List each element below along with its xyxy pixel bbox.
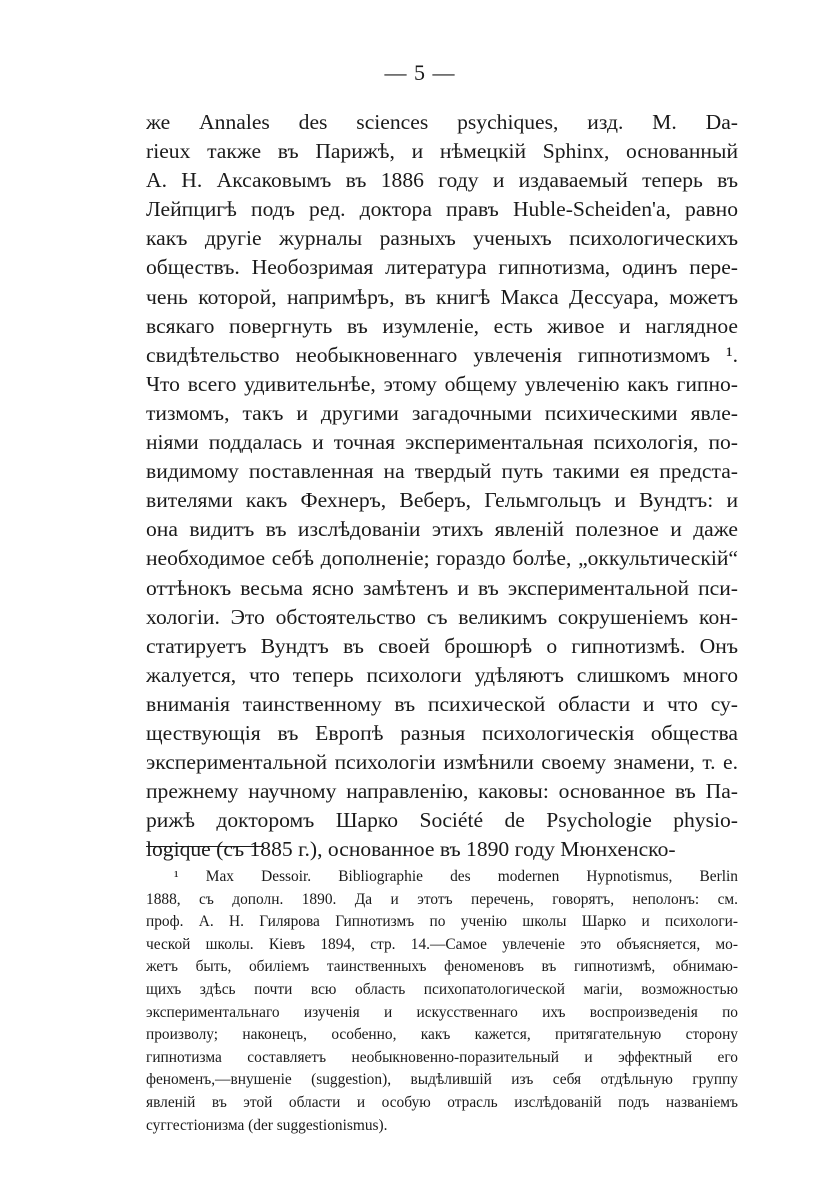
- footnote-line: щихъ здѣсь почти всю область психопатологической магіи, возможностью: [146, 980, 738, 998]
- body-text-line: ществующія въ Европѣ разныя психологическія общества: [146, 720, 738, 745]
- body-text-line: rieux также въ Парижѣ, и нѣмецкій Sphinx, основанный: [146, 139, 738, 164]
- body-text: [146, 108, 738, 864]
- body-text-line: видимому поставленная на твердый путь такими ея предста-: [146, 459, 738, 484]
- body-text-line: необходимое себѣ дополненіе; гораздо болѣе, „оккультическій“: [146, 546, 738, 571]
- body-text-line: вителями какъ Фехнеръ, Веберъ, Гельмгольцъ и Вундтъ: и: [146, 488, 738, 513]
- body-text-line: оттѣнокъ весьма ясно замѣтенъ и въ экспериментальной пси-: [146, 575, 738, 600]
- body-text-line: прежнему научному направленію, каковы: основанное въ Па-: [146, 779, 738, 804]
- body-text-line: экспериментальной психологіи измѣнили своему знамени, т. е.: [146, 750, 738, 775]
- footnote-line: жетъ быть, обиліемъ таинственныхъ феноменовъ въ гипнотизмѣ, обнимаю-: [146, 958, 738, 976]
- footnote: [146, 866, 738, 1137]
- footnote-line: экспериментальнаго изученія и искусственнаго ихъ воспроизведенія по: [146, 1003, 738, 1021]
- page-number: — 5 —: [384, 60, 456, 85]
- body-text-line: рижѣ докторомъ Шарко Société de Psychologie physio-: [146, 808, 738, 833]
- footnote-divider: [146, 846, 264, 847]
- body-text-line: Что всего удивительнѣе, этому общему увлеченію какъ гипно-: [146, 371, 738, 396]
- footnote-line: ческой школы. Кіевъ 1894, стр. 14.—Самое увлеченіе это объясняется, мо-: [146, 935, 738, 953]
- body-text-line: статируетъ Вундтъ въ своей брошюрѣ о гипнотизмѣ. Онъ: [146, 633, 738, 658]
- body-text-line: она видитъ въ изслѣдованіи этихъ явленій полезное и даже: [146, 517, 738, 542]
- footnote-line: 1888, съ дополн. 1890. Да и этотъ перечень, говорятъ, неполонъ: см.: [146, 890, 738, 908]
- body-text-line: всякаго повергнуть въ изумленіе, есть живое и наглядное: [146, 313, 738, 338]
- footnote-line: суггестіонизма (der suggestionismus).: [146, 1116, 388, 1134]
- footnote-line: явленій въ этой области и особую отрасль изслѣдованій подъ названіемъ: [146, 1093, 738, 1111]
- body-text-line: ніями поддалась и точная экспериментальная психологія, по-: [146, 430, 738, 455]
- footnote-line: проф. А. Н. Гилярова Гипнотизмъ по ученію школы Шарко и психологи-: [146, 913, 738, 931]
- body-text-line: вниманія таинственному въ психической области и что су-: [146, 691, 738, 716]
- body-text-line: жалуется, что теперь психологи удѣляютъ слишкомъ много: [146, 662, 738, 687]
- body-text-line: свидѣтельство необыкновеннаго увлеченія гипнотизмомъ ¹.: [146, 342, 738, 367]
- body-text-line: Лейпцигѣ подъ ред. доктора правъ Huble-Scheiden'a, равно: [146, 197, 738, 222]
- footnote-line: произволу; наконецъ, особенно, какъ кажется, притягательную сторону: [146, 1026, 738, 1044]
- body-text-line: чень которой, напримѣръ, въ книгѣ Макса Дессуара, можетъ: [146, 284, 738, 309]
- footnote-line: феноменъ,—внушеніе (suggestion), выдѣлившій изъ себя отдѣльную группу: [146, 1071, 738, 1089]
- body-text-line: тизмомъ, такъ и другими загадочными психическими явле-: [146, 400, 738, 425]
- body-text-line: хологіи. Это обстоятельство съ великимъ сокрушеніемъ кон-: [146, 604, 738, 629]
- body-text-line: же Annales des sciences psychiques, изд. M. Da-: [146, 110, 738, 134]
- footnote-line: гипнотизма составляетъ необыкновенно-поразительный и эффектный его: [146, 1048, 738, 1066]
- body-text-line: А. Н. Аксаковымъ въ 1886 году и издаваемый теперь въ: [146, 168, 738, 193]
- body-text-line: какъ другіе журналы разныхъ ученыхъ психологическихъ: [146, 226, 738, 251]
- body-text-line: обществъ. Необозримая литература гипнотизма, одинъ пере-: [146, 255, 738, 280]
- body-text-line: logique (съ 1885 г.), основанное въ 1890 году Мюнхенско-: [146, 837, 676, 862]
- footnote-line: ¹ Max Dessoir. Bibliographie des modernen Hypnotismus, Berlin: [174, 868, 738, 885]
